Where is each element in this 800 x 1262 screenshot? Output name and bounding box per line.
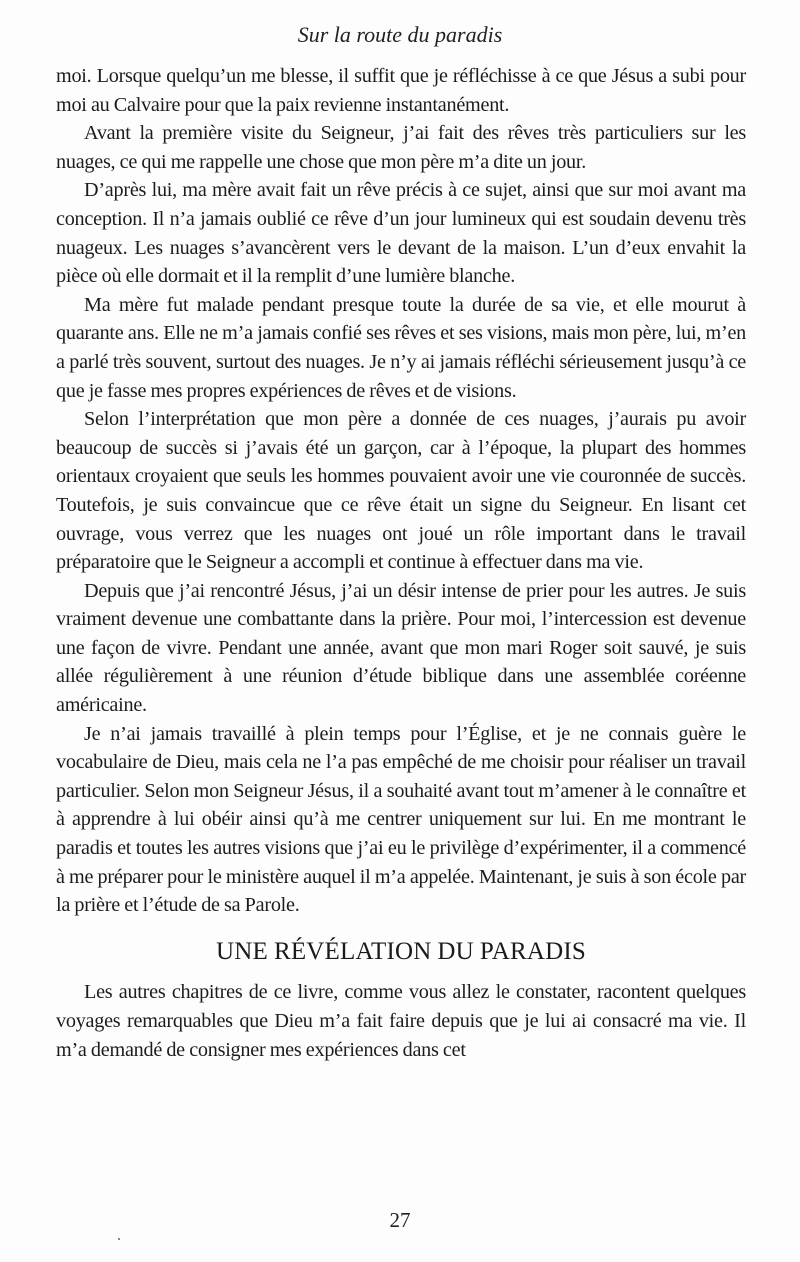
paragraph: Avant la première visite du Seigneur, j’ai fait des rêves très particuliers sur les nuages, ce qui me rappelle une chose que mon père m’a dite un jour. xyxy=(56,122,746,173)
paragraph: moi. Lorsque quelqu’un me blesse, il suffit que je réfléchisse à ce que Jésus a subi pour moi au Calvaire pour que la paix revienne instantanément. xyxy=(56,65,746,116)
paragraph: Depuis que j’ai rencontré Jésus, j’ai un désir intense de prier pour les autres. Je suis vraiment devenue une combattante dans la prière. Pour moi, l’intercession est devenue une façon de vivre. Pendant une année, avant que mon mari Roger soit sauvé, je suis allée régulièrement à une réunion d’étude biblique dans une assemblée coréenne américaine. xyxy=(56,579,746,717)
paragraph: D’après lui, ma mère avait fait un rêve précis à ce sujet, ainsi que sur moi avant ma conception. Il n’a jamais oublié ce rêve d’un jour lumineux qui est soudain devenu très nuageux. Les nuages s’avancèrent vers le devant de la maison. L’un d’eux envahit la pièce où elle dormait et il la remplit d’une lumière blanche. xyxy=(56,179,746,288)
paragraph: Les autres chapitres de ce livre, comme vous allez le constater, racontent quelques voyages remarquables que Dieu m’a fait faire depuis que je lui ai consacré ma vie. Il m’a demandé de consigner mes expériences dans cet xyxy=(56,981,746,1061)
paragraph: Selon l’interprétation que mon père a donnée de ces nuages, j’aurais pu avoir beaucoup de succès si j’avais été un garçon, car à l’époque, la plupart des hommes orientaux croyaient que seuls les hommes pouvaient avoir une vie couronnée de succès. Toutefois, je suis convaincue que ce rêve était un signe du Seigneur. En lisant cet ouvrage, vous verrez que les nuages ont joué un rôle important dans le travail préparatoire que le Seigneur a accompli et continue à effectuer dans ma vie. xyxy=(56,408,746,574)
section-heading: UNE RÉVÉLATION DU PARADIS xyxy=(216,937,586,965)
paragraph: Ma mère fut malade pendant presque toute la durée de sa vie, et elle mourut à quarante ans. Elle ne m’a jamais confié ses rêves et ses visions, mais mon père, lui, m’en a parlé très souvent, surtout des nuages. Je n’y ai jamais réfléchi sérieusement jusqu’à ce que je fasse mes propres expériences de rêves et de visions. xyxy=(56,293,746,402)
running-head: Sur la route du paradis xyxy=(297,22,503,47)
paragraph: Je n’ai jamais travaillé à plein temps pour l’Église, et je ne connais guère le vocabulaire de Dieu, mais cela ne l’a pas empêché de me choisir pour réaliser un travail particulier. Selon mon Seigneur Jésus, il a souhaité avant tout m’amener à le connaître et à apprendre à lui obéir ainsi qu’à me centrer uniquement sur lui. En me montrant le paradis et toutes les autres visions que j’ai eu le privilège d’expérimenter, il a commencé à me préparer pour le ministère auquel il m’a appelée. Maintenant, je suis à son école par la prière et l’étude de sa Parole. xyxy=(56,722,746,917)
page-body xyxy=(56,62,746,1064)
page-number: 27 xyxy=(389,1208,411,1232)
scan-speck xyxy=(118,1238,120,1240)
